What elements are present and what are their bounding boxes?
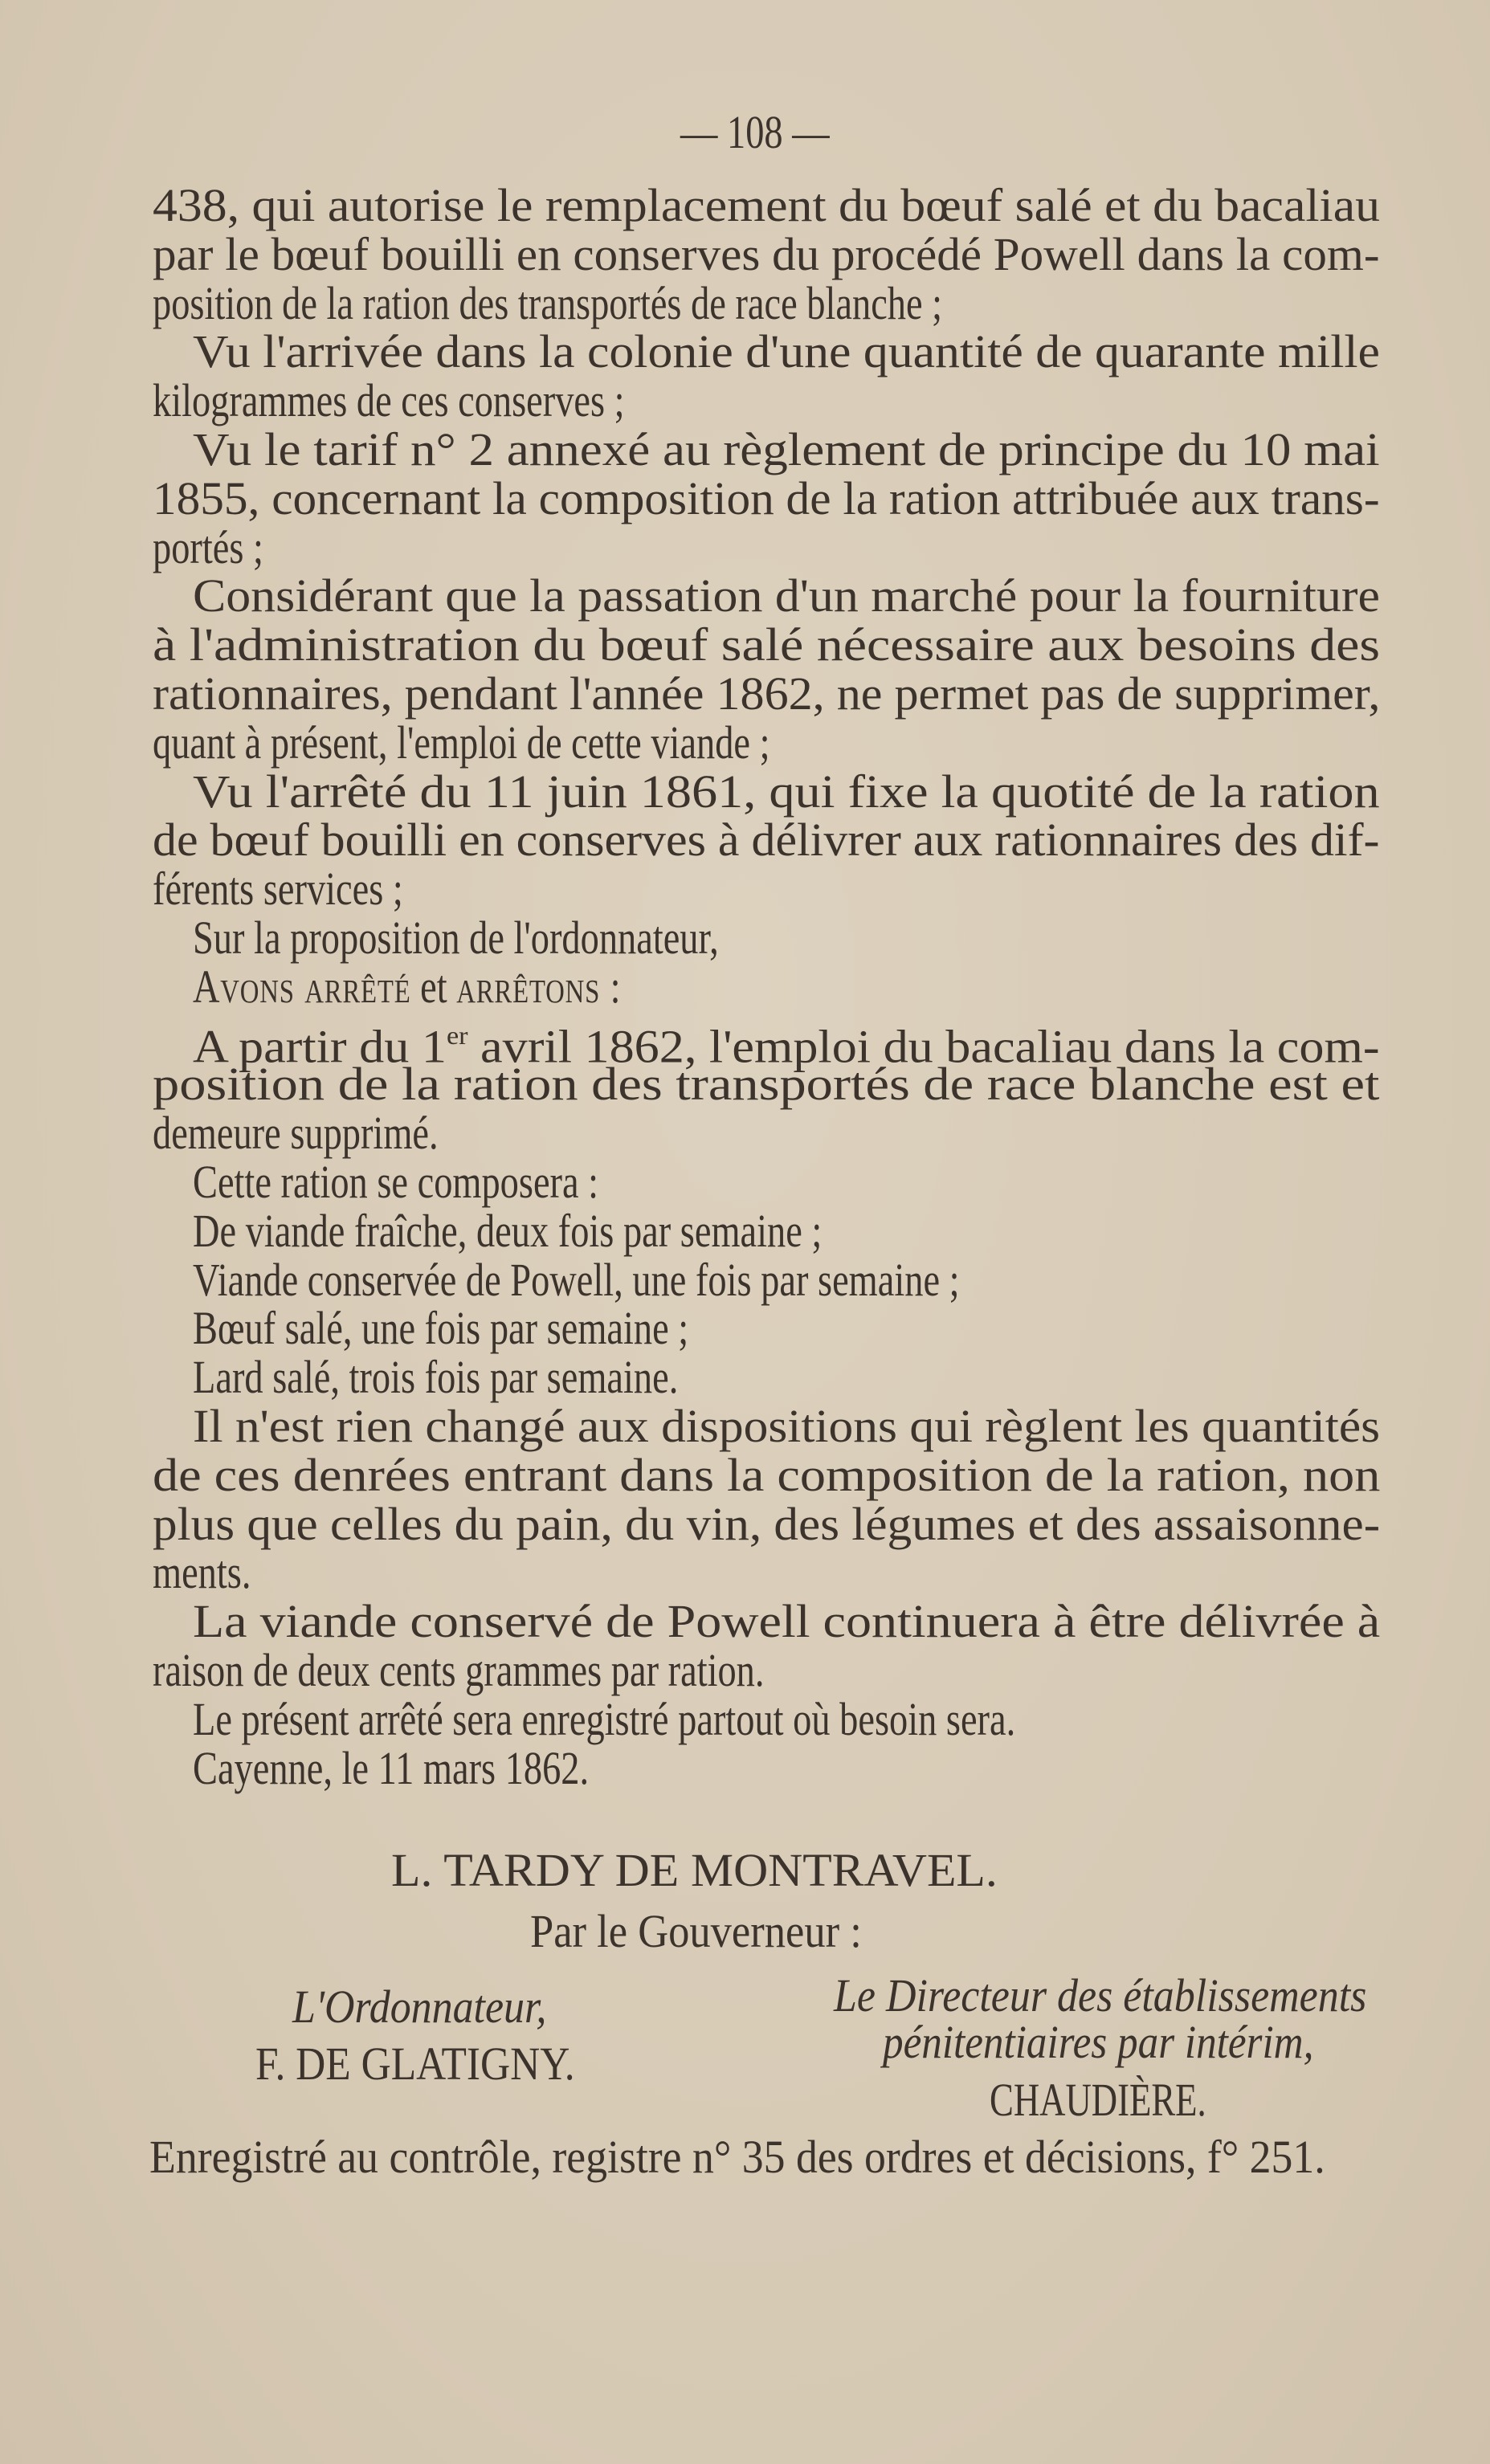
body-line: par le bœuf bouilli en conserves du procédé Powell dans la com-	[153, 227, 1380, 280]
body-line: quant à présent, l'emploi de cette viande ;	[153, 716, 770, 769]
director-title-line-2: pénitentiaires par intérim,	[883, 2016, 1314, 2068]
body-line: Lard salé, trois fois par semaine.	[193, 1351, 679, 1404]
body-line: position de la ration des transportés de race blanche est et	[153, 1058, 1380, 1111]
body-line: Vu le tarif n° 2 annexé au règlement de principe du 10 mai	[193, 423, 1380, 475]
body-line: Il n'est rien changé aux dispositions qui règlent les quantités	[193, 1400, 1381, 1452]
body-line: demeure supprimé.	[153, 1107, 439, 1160]
body-line: portés ;	[153, 520, 263, 573]
body-line: de bœuf bouilli en conserves à délivrer aux rationnaires des dif-	[153, 814, 1380, 867]
heading-part: et	[410, 960, 457, 1013]
governor-signature: L. TARDY DE MONTRAVEL.	[391, 1844, 998, 1896]
body-line: Vu l'arrêté du 11 juin 1861, qui fixe la quotité de la ration	[193, 765, 1380, 818]
body-line: kilogrammes de ces conserves ;	[153, 374, 625, 427]
body-line: Cayenne, le 11 mars 1862.	[193, 1741, 590, 1794]
ordonnateur-name: F. DE GLATIGNY.	[255, 2038, 575, 2090]
by-governor-label: Par le Gouverneur :	[530, 1905, 862, 1957]
body-line: rationnaires, pendant l'année 1862, ne permet pas de supprimer,	[153, 667, 1381, 720]
page-number: — 108 —	[680, 106, 830, 158]
body-line: 1855, concernant la composition de la ration attribuée aux trans-	[153, 471, 1380, 524]
body-line: position de la ration des transportés de race blanche ;	[153, 276, 943, 329]
body-line: de ces denrées entrant dans la composition de la ration, non	[153, 1448, 1381, 1501]
body-line: ments.	[153, 1546, 251, 1599]
ordinal-suffix: er	[446, 1021, 468, 1050]
body-line: Considérant que la passation d'un marché pour la fourniture	[193, 569, 1380, 622]
body-line: à l'administration du bœuf salé nécessaire aux besoins des	[153, 618, 1381, 671]
body-line: Bœuf salé, une fois par semaine ;	[193, 1302, 689, 1355]
body-line: Vu l'arrivée dans la colonie d'une quantité de quarante mille	[193, 325, 1380, 378]
body-line: plus que celles du pain, du vin, des légumes et des assaisonne-	[153, 1497, 1381, 1550]
body-line: Cette ration se composera :	[193, 1156, 599, 1208]
heading-part: arrêtons :	[456, 960, 622, 1013]
body-line	[193, 960, 622, 1013]
body-line: Viande conservée de Powell, une fois par semaine ;	[193, 1253, 960, 1306]
body-line: 438, qui autorise le remplacement du bœuf salé et du bacaliau	[153, 179, 1380, 231]
body-line: raison de deux cents grammes par ration.	[153, 1644, 765, 1696]
body-line: Le présent arrêté sera enregistré partout où besoin sera.	[193, 1692, 1016, 1745]
body-line: La viande conservé de Powell continuera à être délivrée à	[193, 1595, 1381, 1648]
body-line: Sur la proposition de l'ordonnateur,	[193, 912, 719, 964]
registration-note: Enregistré au contrôle, registre n° 35 des ordres et décisions, f° 251.	[149, 2131, 1325, 2183]
line-part: avril 1862, l'emploi du bacaliau dans la com-	[467, 1019, 1380, 1072]
director-title-line-1: Le Directeur des établissements	[834, 1969, 1367, 2021]
ordonnateur-title: L'Ordonnateur,	[292, 1981, 547, 2033]
body-line: De viande fraîche, deux fois par semaine ;	[193, 1204, 823, 1257]
body-line: férents services ;	[153, 863, 403, 916]
heading-part: Avons arrêté	[193, 960, 411, 1013]
line-part: A partir du 1	[193, 1019, 447, 1072]
director-name: CHAUDIÈRE.	[990, 2074, 1206, 2126]
